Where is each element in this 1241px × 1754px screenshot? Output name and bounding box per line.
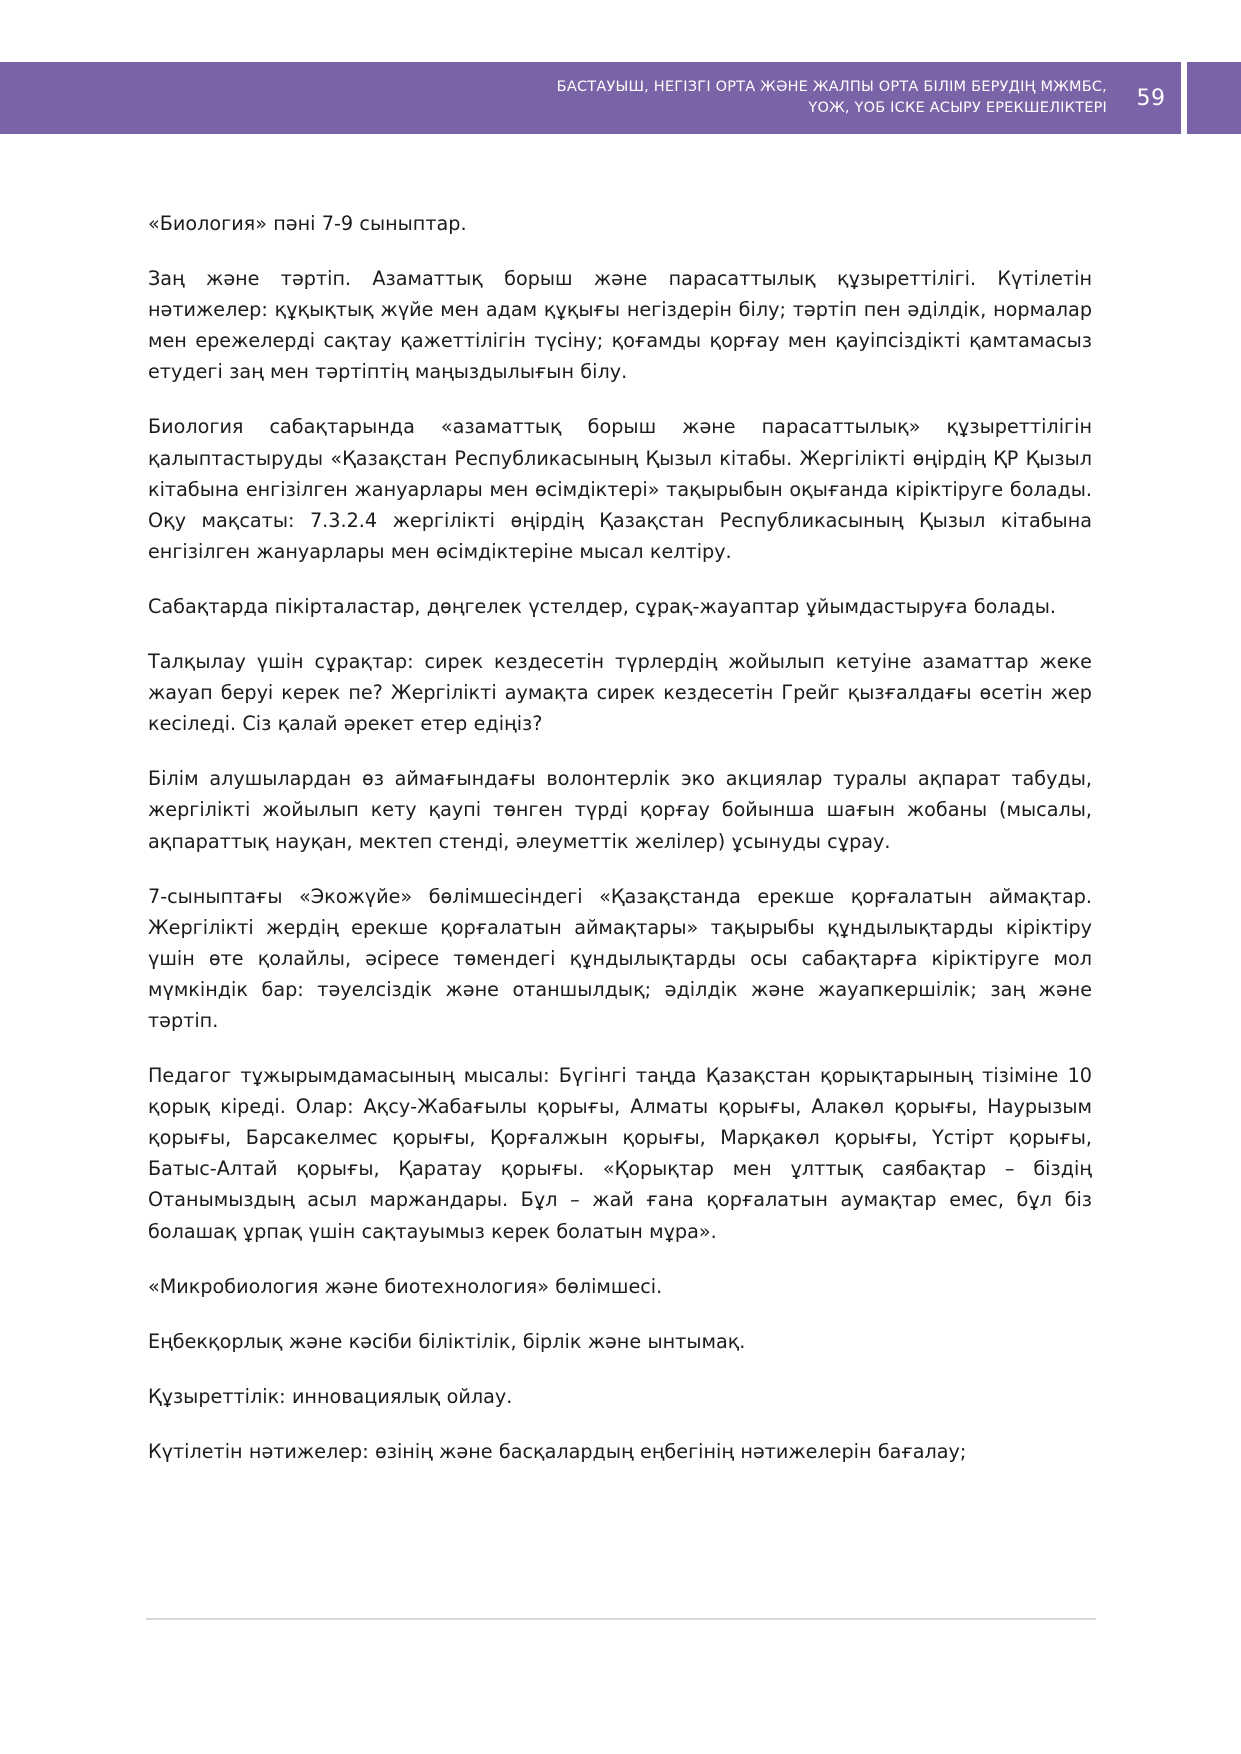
- paragraph: Заң және тәртіп. Азаматтық борыш және парасаттылық құзыреттілігі. Күтілетін нәтижелер: құқықтық жүйе мен адам құқығы негіздерін білу; тәртіп пен әділдік, нормалар мен ережелерді сақтау қажеттілігін түсіну; қоғамды қорғау мен қауіпсіздікті қамтамасыз етудегі заң мен тәртіптің маңыздылығын білу.: [148, 267, 1092, 384]
- header-title-line-2: ҮОЖ, ҮОБ ІСКЕ АСЫРУ ЕРЕКШЕЛІКТЕРІ: [808, 100, 1107, 116]
- footer-divider: [146, 1618, 1096, 1620]
- paragraph: «Биология» пәні 7-9 сыныптар.: [148, 212, 467, 235]
- paragraph: Күтілетін нәтижелер: өзінің және басқалардың еңбегінің нәтижелерін бағалау;: [148, 1439, 967, 1463]
- header-title-line-1: БАСТАУЫШ, НЕГІЗГІ ОРТА ЖӘНЕ ЖАЛПЫ ОРТА БІЛІМ БЕРУДІҢ МЖМБС,: [556, 78, 1107, 95]
- page-number: 59: [1136, 85, 1166, 111]
- header-accent-block: [1181, 62, 1241, 134]
- paragraph: Құзыреттілік: инновациялық ойлау.: [148, 1384, 513, 1408]
- paragraph: Педагог тұжырымдамасының мысалы: Бүгінгі таңда Қазақстан қорықтарының тізіміне 10 қорық кіреді. Олар: Ақсу-Жабағылы қорығы, Алматы қорығы, Алакөл қорығы, Наурызым қорығы, Барсакелмес қорығы, Қорғалжын қорығы, Марқакөл қорығы, Үстірт қорығы, Батыс-Алтай қорығы, Қаратау қорығы. «Қорықтар мен ұлттық саябақтар – біздің Отанымыздың асыл маржандары. Бұл – жай ғана қорғалатын аумақтар емес, бұл біз болашақ ұрпақ үшін сақтауымыз керек болатын мұра».: [148, 1064, 1092, 1243]
- page-body: [148, 208, 1092, 1467]
- paragraph: Биология сабақтарында «азаматтық борыш және парасаттылық» құзыреттілігін қалыптастыруды «Қазақстан Республикасының Қызыл кітабы. Жергілікті өңірдің ҚР Қызыл кітабына енгізілген жануарлары мен өсімдіктері» тақырыбын оқығанда кіріктіруге болады. Оқу мақсаты: 7.3.2.4 жергілікті өңірдің Қазақстан Республикасының Қызыл кітабына енгізілген жануарлары мен өсімдіктеріне мысал келтіру.: [148, 415, 1092, 563]
- page-number-box: [1121, 62, 1181, 134]
- page-header: [0, 62, 1241, 134]
- paragraph: Білім алушылардан өз аймағындағы волонтерлік эко акциялар туралы ақпарат табуды, жергілікті жойылып кету қаупі төнген түрді қорғау бойынша шағын жобаны (мысалы, ақпараттық науқан, мектеп стенді, әлеуметтік желілер) ұсынуды сұрау.: [148, 767, 1092, 853]
- paragraph: Сабақтарда пікірталастар, дөңгелек үстелдер, сұрақ-жауаптар ұйымдастыруға болады.: [148, 594, 1056, 618]
- header-title: [557, 77, 1121, 119]
- paragraph: Талқылау үшін сұрақтар: сирек кездесетін түрлердің жойылып кетуіне азаматтар жеке жауап беруі керек пе? Жергілікті аумақта сирек кездесетін Грейг қызғалдағы өсетін жер кесіледі. Сіз қалай әрекет етер едіңіз?: [148, 650, 1092, 736]
- paragraph: 7-сыныптағы «Экожүйе» бөлімшесіндегі «Қазақстанда ерекше қорғалатын аймақтар. Жергілікті жердің ерекше қорғалатын аймақтары» тақырыбы құндылықтарды кіріктіру үшін өте қолайлы, әсіресе төмендегі құндылықтарды осы сабақтарға кіріктіруге мол мүмкіндік бар: тәуелсіздік және отаншылдық; әділдік және жауапкершілік; заң және тәртіп.: [148, 884, 1092, 1032]
- paragraph: Еңбекқорлық және кәсіби біліктілік, бірлік және ынтымақ.: [148, 1329, 746, 1353]
- paragraph: «Микробиология және биотехнология» бөлімшесі.: [148, 1274, 663, 1298]
